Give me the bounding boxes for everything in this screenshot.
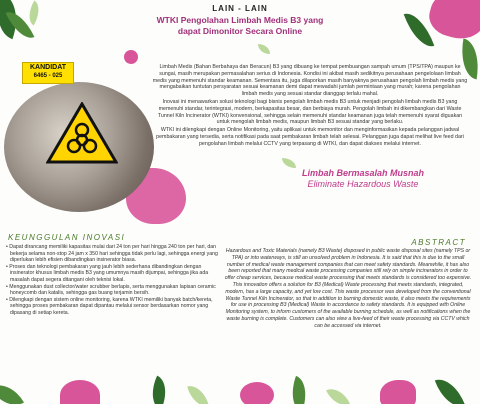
flower-decoration-mid-left	[124, 50, 138, 64]
advantage-item: • Dapat dirancang memiliki kapasitas mulai dari 24 ton per hari hingga 240 ton per hari, dan bekerja selama non-stop 24 jam x 350 hari sehingga tidak perlu lagi, sehingga energi yang diperlukan lebih efisien dibandingkan insinerator biasa.	[6, 244, 218, 264]
candidate-badge	[22, 62, 74, 84]
intro-paragraph-2: Inovasi ini menawarkan solusi teknologi bagi bisnis pengolah limbah medis B3 untuk menjadi pengolah limbah medis B3 yang memenuhi standar, terintegrasi, modern, berkapasitas besar, dan berbiaya murah. Pengolah limbah ini dikembangkan dari Waste Tunnel Kiln Incinerator (WTKI) konvensional, sehingga selain memenuhi standar keamanan juga telah memenuhi syarat diguakan untuk mengolah limbah medis, maupun limbah B3 sesuai standar yang berlaku.	[157, 98, 463, 126]
intro-paragraph-3: WTKI ini dilengkapi dengan Online Monitoring, yaitu aplikasi untuk memonitor dan menginformasikan kepada pelanggan jadwal pembakaran yang tersedia, serta notifikasi pada saat pembakaran limbah telah selesai. Pelanggan juga dapat melihat live feed dari pengolahan limbah melalui CCTV yang terpasang di WTKI, dan dapat diakses melalui internet.	[156, 127, 464, 147]
intro-text	[152, 64, 468, 149]
advantage-item: • Dilengkapi dengan sistem online monitoring, karena WTKI memiliki banyak batch/kereta, sehingga proses pembakaran dapat dipantau melalui sensor berdasarkan nomor yang dipasang di setiap kereta.	[6, 296, 213, 316]
slogan-main: Limbah Bermasalah Musnah	[301, 168, 425, 178]
badge-number: 6465 - 025	[33, 73, 63, 79]
advantage-item: • Proses dan teknologi pembakaran yang jauh lebih sederhana dibandingkan dengan insinerator khusus limbah medis B3 yang umumnya masih dijumpai, sehingga jika ada masalah dapat segera ditangani oleh teknisi lokal.	[6, 263, 209, 283]
leaf-decoration-upper	[258, 44, 270, 54]
badge-label: KANDIDAT	[29, 64, 67, 71]
bottom-foliage	[0, 372, 480, 404]
slogan-sub: Eliminate Hazardous Waste	[307, 179, 419, 189]
biohazard-icon	[46, 102, 118, 164]
intro-paragraph-1: Limbah Medis (Bahan Berbahaya dan Beracun) B3 yang dibuang ke tempat pembuangan sampah umum (TPS/TPA) maupun ke sungai, masih merupakan permasalahan serius di Indonesia. Kondisi ini akibat masih sedikitnya perusahaan pengelolaan limbah medis yang memenuhi standar keamanan. Sementara itu, juga dilaporkan masih banyaknya perusahaan pengolah limbah medis yang mengabaikan tuntutan persyaratan sesuai keamanan demi dapat mewadahi jumlah permintaan yang murah; karena pengolahan limbah medis yang sesuai standar dianggap terlalu mahal.	[152, 64, 468, 98]
waste-photo	[4, 82, 154, 212]
advantages-list	[6, 244, 218, 317]
abstract-text: Hazardous and Toxic Materials (namely B3 Waste) disposed in public waste disposal sites (namely TPS or TPA) or into waterways, is still an unsolved problem in Indonesia. It is said that this is due to the small number of medical waste management companies that can meet safety standards. Meanwhile, it has also been reported that many medical waste processing companies still rely on simple incinerators in order to offer cheap services, because medical waste processing that meets standards is considered too expensive. This innovation offers a solution for B3 (Medical) Waste processing that meets standards, integrated, modern, has a large capacity, and yet low cost. This waste processor was developed from the conventional Waste Tunnel Kiln Incinerator, so that in addition to burning domestic waste, it also meets the requirements for use in processing B3 (Medical) Waste in accordance to safety standards. It is equipped with Online Monitoring system, to inform customers of the available burning schedule, as well as notifications when the waste burning is complete. Customers can also view a live-feed of their waste processing via CCTV which can be accessed via internet.	[224, 248, 472, 329]
abstract-heading: ABSTRACT	[411, 238, 466, 247]
page-title: WTKI Pengolahan Limbah Medis B3 yang dapat Dimonitor Secara Online	[156, 15, 324, 36]
advantages-heading: KEUNGGULAN INOVASI	[8, 233, 126, 242]
slogan	[258, 168, 468, 190]
advantage-item: • Menggunakan dust collector/water scrubber berlapis, serta menggunakan lapisan ceramic honeycomb dan katalis, sehingga gas buang terjamin bersih.	[6, 283, 216, 297]
leaf-decoration-center	[282, 158, 296, 168]
category-label: LAIN - LAIN	[212, 4, 268, 13]
